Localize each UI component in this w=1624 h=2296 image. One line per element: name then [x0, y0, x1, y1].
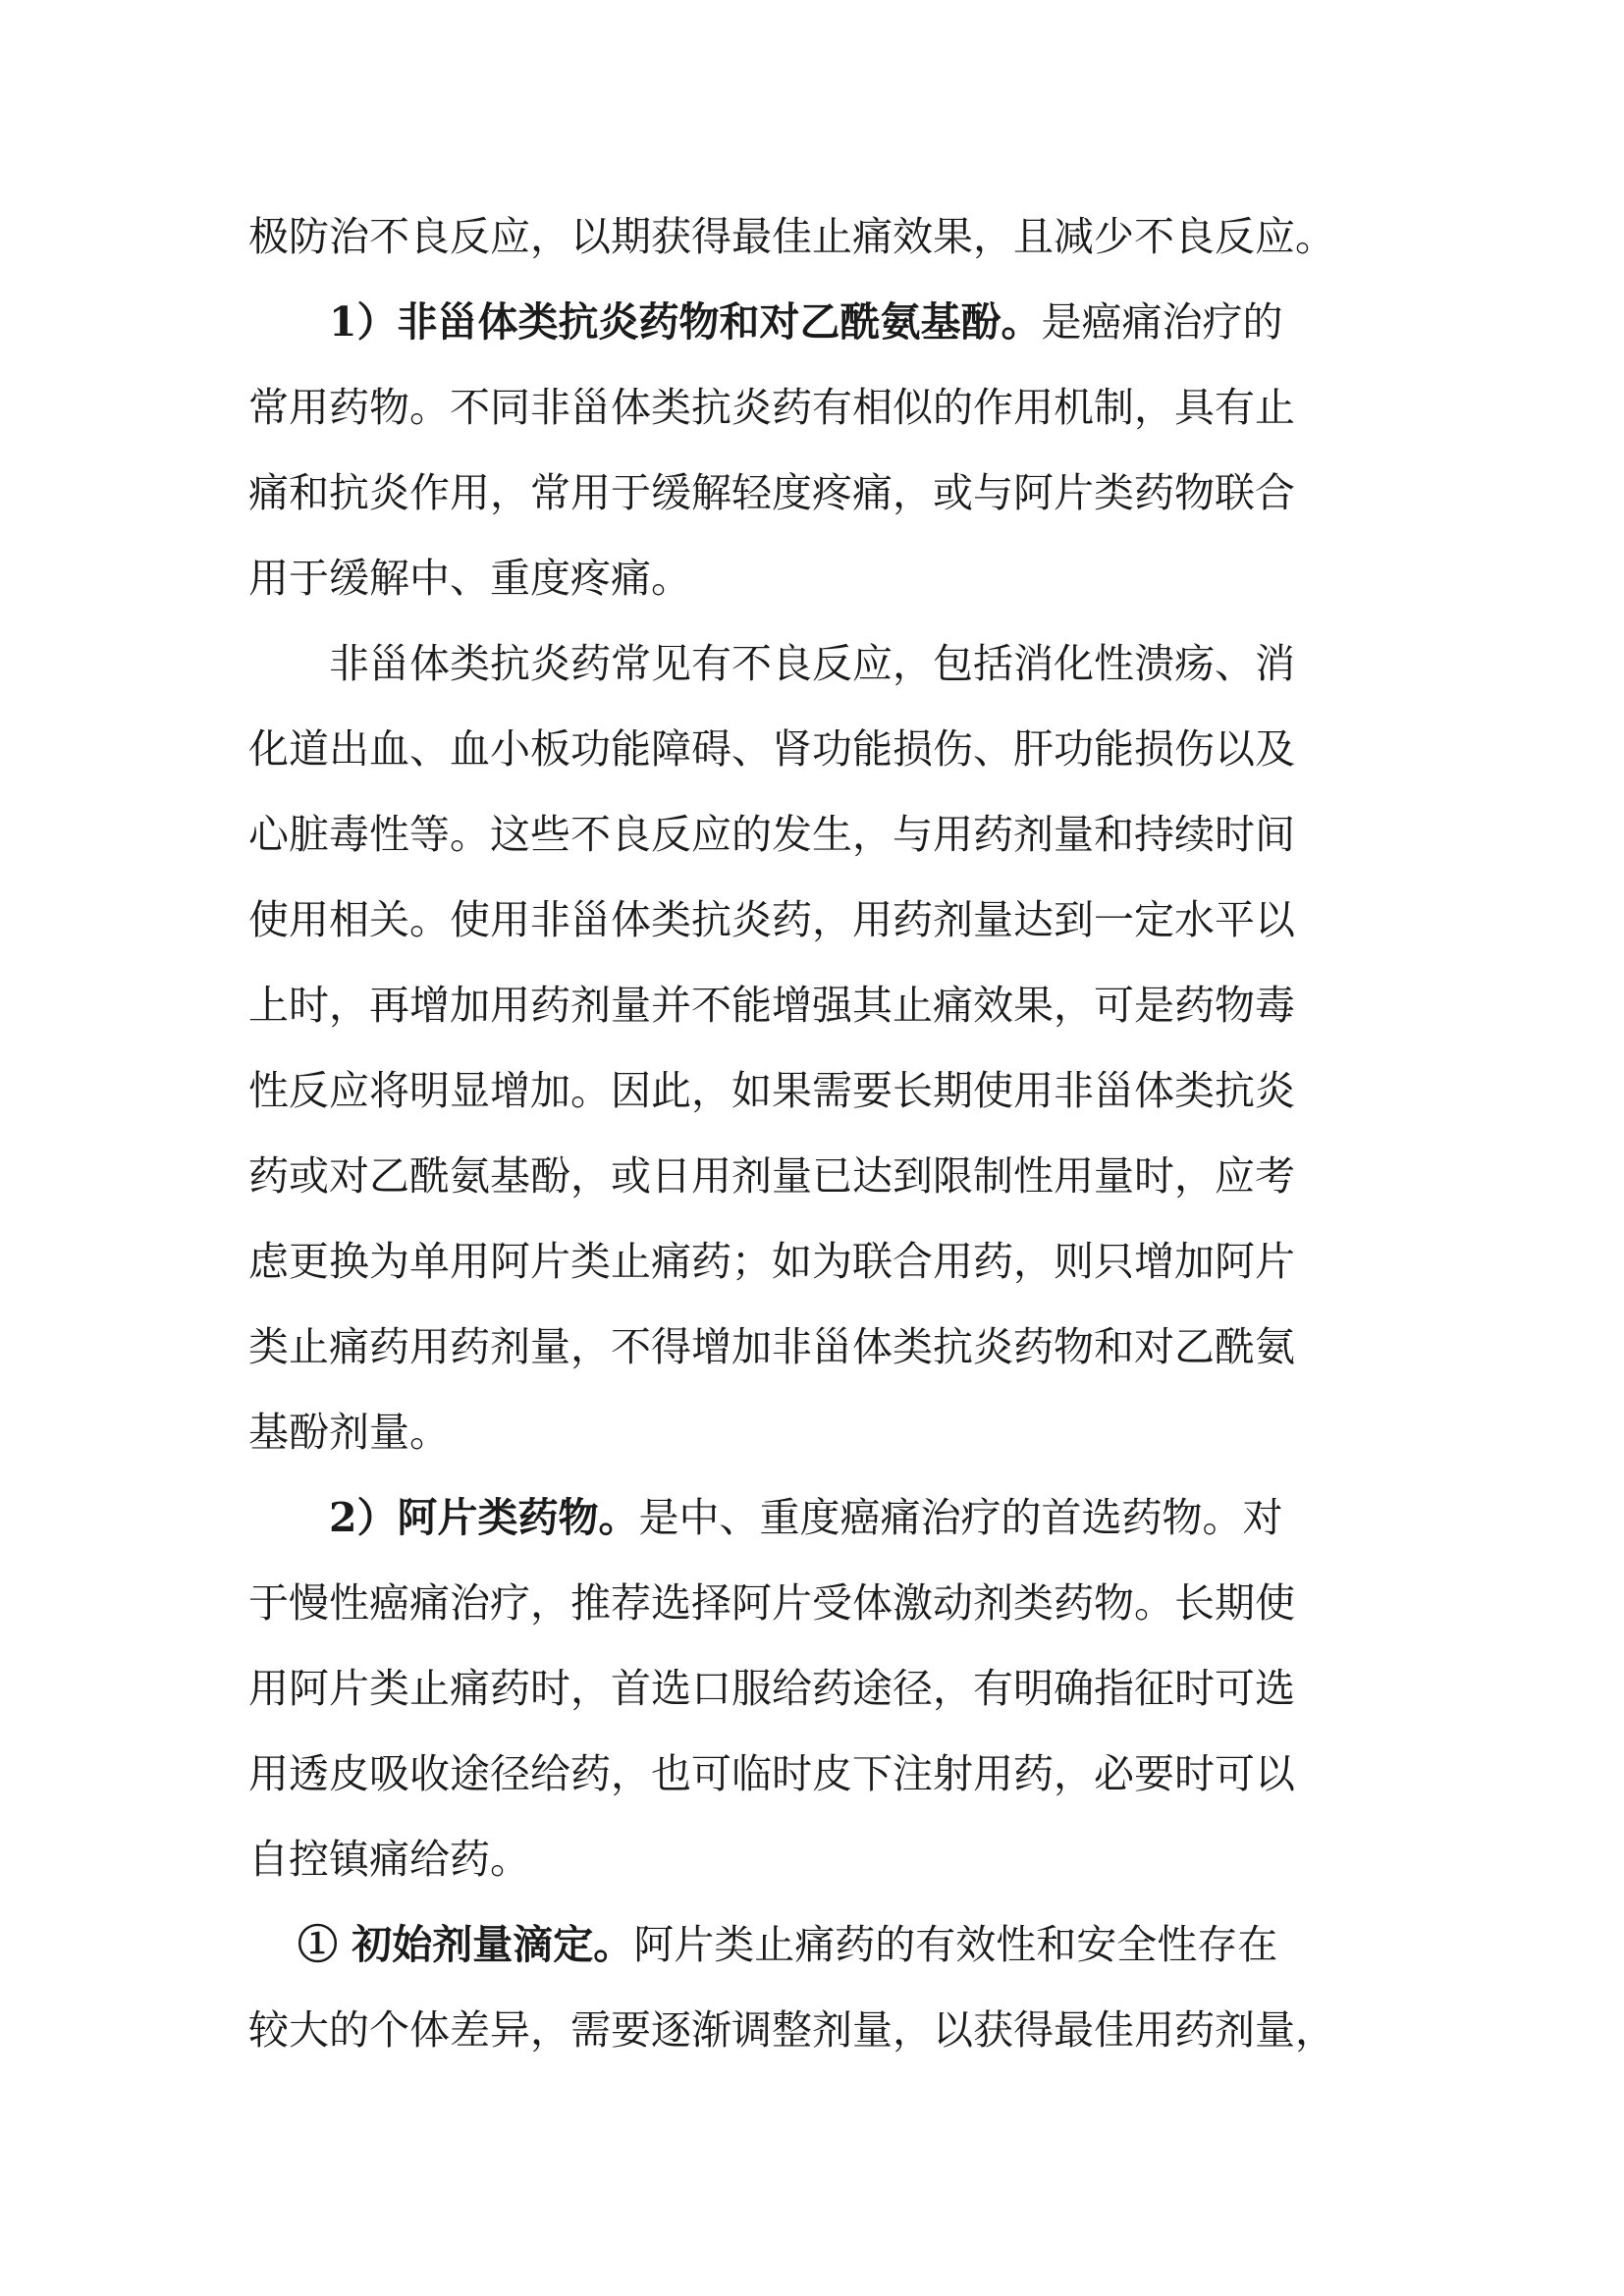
- body-text: 非甾体类抗炎药常见有不良反应，包括消化性溃疡、消: [329, 640, 1295, 687]
- document-body: [248, 194, 1380, 2073]
- text-line: [248, 1988, 1380, 2073]
- text-line: [248, 1390, 1380, 1475]
- body-text: 化道出血、血小板功能障碍、肾功能损伤、肝功能损伤以及: [248, 725, 1295, 773]
- text-line: [248, 621, 1380, 707]
- body-text: 使用相关。使用非甾体类抗炎药，用药剂量达到一定水平以: [248, 896, 1295, 943]
- body-text: 上时，再增加用药剂量并不能增强其止痛效果，可是药物毒: [248, 982, 1295, 1029]
- text-line: [248, 707, 1380, 792]
- body-text: 自控镇痛给药。: [248, 1836, 530, 1883]
- text-line: [248, 1219, 1380, 1305]
- text-line: [248, 878, 1380, 963]
- body-text: 基酚剂量。: [248, 1409, 450, 1456]
- body-text: 心脏毒性等。这些不良反应的发生，与用药剂量和持续时间: [248, 811, 1295, 858]
- bold-heading-text: 1）非甾体类抗炎药物和对乙酰氨基酚。: [329, 298, 1042, 346]
- text-line: [248, 792, 1380, 878]
- text-line: [248, 963, 1380, 1048]
- text-line: [248, 451, 1380, 536]
- text-line: [248, 1134, 1380, 1219]
- body-text: 用于缓解中、重度疼痛。: [248, 555, 691, 602]
- body-text: 虑更换为单用阿片类止痛药；如为联合用药，则只增加阿片: [248, 1238, 1295, 1285]
- body-text: 药或对乙酰氨基酚，或日用剂量已达到限制性用量时，应考: [248, 1152, 1295, 1200]
- body-text: 于慢性癌痛治疗，推荐选择阿片受体激动剂类药物。长期使: [248, 1579, 1295, 1627]
- text-line: [248, 1305, 1380, 1390]
- text-line: [248, 1646, 1380, 1732]
- body-text: 是中、重度癌痛治疗的首选药物。对: [638, 1494, 1283, 1541]
- text-line: [248, 1475, 1380, 1561]
- text-line: [248, 280, 1380, 365]
- body-text: 痛和抗炎作用，常用于缓解轻度疼痛，或与阿片类药物联合: [248, 469, 1295, 516]
- body-text: 类止痛药用药剂量，不得增加非甾体类抗炎药物和对乙酰氨: [248, 1323, 1295, 1370]
- body-text: 是癌痛治疗的: [1041, 298, 1283, 346]
- text-line: [248, 1902, 1380, 1988]
- text-line: [248, 1817, 1380, 1902]
- bold-heading-text: ① 初始剂量滴定。: [298, 1921, 634, 1968]
- body-text: 较大的个体差异，需要逐渐调整剂量，以获得最佳用药剂量，: [248, 2006, 1335, 2054]
- bold-heading-text: 2）阿片类药物。: [329, 1494, 639, 1541]
- body-text: 性反应将明显增加。因此，如果需要长期使用非甾体类抗炎: [248, 1067, 1295, 1114]
- body-text: 用透皮吸收途径给药，也可临时皮下注射用药，必要时可以: [248, 1750, 1295, 1797]
- body-text: 阿片类止痛药的有效性和安全性存在: [633, 1921, 1278, 1968]
- text-line: [248, 365, 1380, 451]
- text-line: [248, 1048, 1380, 1134]
- text-line: [248, 1732, 1380, 1817]
- text-line: [248, 1561, 1380, 1646]
- body-text: 极防治不良反应，以期获得最佳止痛效果，且减少不良反应。: [248, 213, 1335, 260]
- text-line: [248, 536, 1380, 621]
- body-text: 用阿片类止痛药时，首选口服给药途径，有明确指征时可选: [248, 1665, 1295, 1712]
- text-line: [248, 194, 1380, 280]
- body-text: 常用药物。不同非甾体类抗炎药有相似的作用机制，具有止: [248, 384, 1295, 431]
